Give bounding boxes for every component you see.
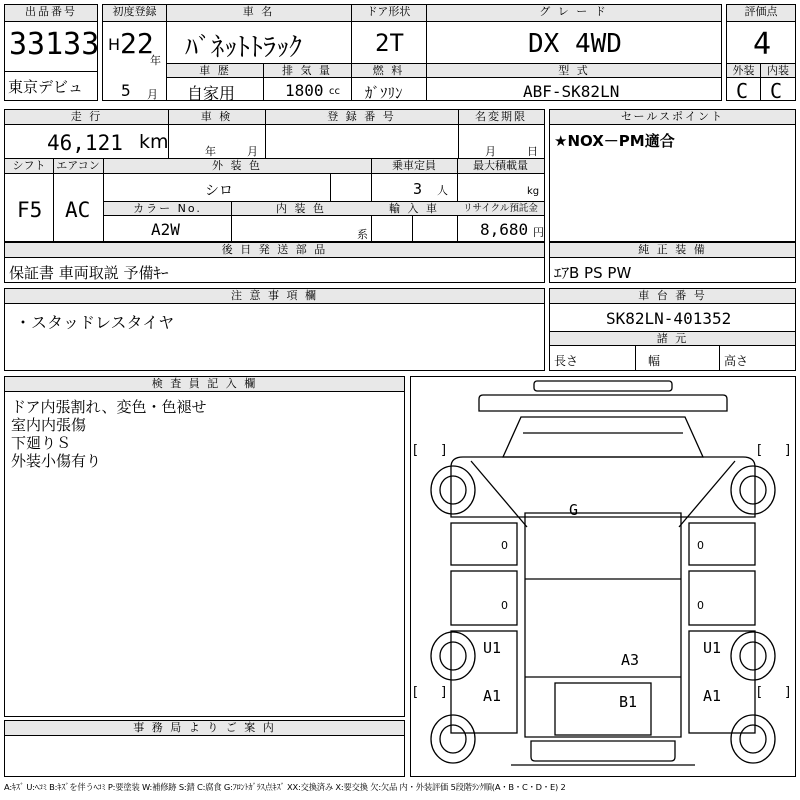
int-score: C: [770, 79, 783, 103]
fuel: ｶﾞｿﾘﾝ: [365, 84, 403, 102]
recycle-label: リサイクル預託金: [457, 202, 544, 216]
equipment: ｴｱB PS PW: [554, 264, 632, 282]
chassis-box: [549, 288, 796, 371]
int-label: 内装: [761, 64, 795, 78]
equipment-box: [549, 242, 796, 283]
inspector-box: [4, 376, 405, 717]
office-label: 事 務 局 よ り ご 案 内: [5, 721, 404, 736]
grade-label: グ レ ー ド: [426, 5, 721, 22]
later-parts-label: 後 日 発 送 部 品: [5, 243, 544, 258]
fuel-label: 燃 料: [351, 64, 426, 78]
score-label: 評価点: [727, 5, 795, 22]
door-type: 2T: [375, 29, 404, 57]
bracket-fr-close: ]: [785, 443, 791, 458]
mark-b1: B1: [619, 693, 638, 711]
displacement-unit: cc: [329, 86, 340, 97]
transfer-label: 名変期限: [458, 110, 544, 125]
height-label: 高さ: [724, 354, 749, 368]
name-label: 車 名: [166, 5, 351, 22]
exterior-label: 外 装 色: [103, 159, 371, 174]
zero-2: 0: [697, 539, 704, 552]
width-label: 幅: [648, 354, 661, 368]
lot-box: [4, 4, 98, 101]
chassis-label: 車 台 番 号: [550, 289, 795, 304]
first-reg-label: 初度登録: [103, 5, 166, 22]
insp-year-unit: 年: [205, 145, 216, 158]
lot-label: 出品番号: [5, 5, 97, 22]
grade: DX 4WD: [528, 29, 622, 59]
transfer-month-unit: 月: [485, 145, 496, 158]
score: 4: [753, 27, 772, 62]
vehicle-name: ﾊﾞﾈｯﾄﾄﾗｯｸ: [185, 33, 303, 63]
bracket-rl-open: [: [413, 685, 419, 700]
import-label: 輸 入 車: [371, 202, 457, 216]
later-parts-box: [4, 242, 545, 283]
reg-year: 22: [120, 27, 154, 60]
zero-1: 0: [501, 539, 508, 552]
recycle-unit: 円: [533, 226, 544, 239]
lot-number: 33133: [9, 27, 100, 62]
bracket-rr-close: ]: [785, 685, 791, 700]
bracket-fr-open: [: [757, 443, 763, 458]
mark-a1-left: A1: [483, 687, 502, 705]
color-no-label: カラー No.: [104, 202, 231, 216]
mileage-label: 走 行: [5, 110, 168, 125]
era: H: [108, 35, 121, 54]
inspection-label: 車 検: [168, 110, 265, 125]
inspector-line-1: ドア内張割れ、変色・色褪せ: [11, 398, 207, 416]
mark-a1-right: A1: [703, 687, 722, 705]
month-unit: 月: [147, 88, 158, 101]
mileage-unit: km: [139, 131, 169, 153]
shift-label: シフト: [5, 159, 53, 174]
score-box: [726, 4, 796, 101]
inspector-line-3: 下廻りＳ: [11, 434, 72, 452]
displacement: 1800: [285, 81, 324, 100]
load-label: 最大積載量: [457, 159, 544, 174]
vehicle-info-box: [102, 4, 722, 101]
damage-diagram: [410, 376, 796, 777]
debut-label: 東京デビュ: [8, 78, 84, 96]
door-label: ドア形状: [351, 5, 426, 22]
equipment-label: 純 正 装 備: [550, 243, 795, 258]
transfer-day-unit: 日: [527, 145, 538, 158]
exterior-color: シロ: [205, 183, 233, 199]
capacity-label: 乗車定員: [371, 159, 457, 174]
history-label: 車 歴: [167, 64, 263, 78]
mark-u1-left: U1: [483, 639, 502, 657]
mark-u1-right: U1: [703, 639, 722, 657]
dims-label: 諸 元: [550, 332, 795, 346]
bracket-rr-open: [: [757, 685, 763, 700]
notes-label: 注 意 事 項 欄: [5, 289, 544, 304]
bracket-rl-close: ]: [441, 685, 447, 700]
zero-4: 0: [697, 599, 704, 612]
ext-label: 外装: [727, 64, 760, 78]
shift: F5: [17, 198, 43, 222]
bracket-fl-open: [: [413, 443, 419, 458]
capacity: 3: [413, 180, 423, 198]
recycle-fee: 8,680: [480, 220, 529, 239]
mark-g: G: [569, 501, 579, 519]
model-label: 型 式: [427, 64, 721, 78]
legend: A:ｷｽﾞ U:ﾍｺﾐ B:ｷｽﾞを伴うﾍｺﾐ P:要塗装 W:補修跡 S:錆 C:腐食 G:ﾌﾛﾝﾄｶﾞﾗｽ点ｷｽﾞ XX:交換済み X:要交換 欠:欠品 内・外装評価 5段階ﾗﾝｸ順(A・B・C・D・E) 2: [4, 782, 566, 792]
sales-label: セールスポイント: [550, 110, 795, 125]
history: 自家用: [187, 84, 236, 103]
load-unit: kg: [527, 186, 540, 197]
ac-label: エアコン: [53, 159, 103, 174]
inspector-line-4: 外装小傷有り: [11, 452, 102, 470]
ac: AC: [65, 198, 91, 222]
sales-point-box: [549, 109, 796, 242]
interior-label: 内 装 色: [231, 202, 371, 216]
inspector-line-2: 室内内張傷: [11, 416, 87, 434]
capacity-unit: 人: [437, 184, 448, 197]
sales-point: ★NOX－PM適合: [554, 132, 675, 150]
year-unit: 年: [150, 54, 161, 67]
color-no: A2W: [151, 220, 180, 239]
bracket-fl-close: ]: [441, 443, 447, 458]
ext-score: C: [736, 79, 749, 103]
insp-month-unit: 月: [247, 145, 258, 158]
displacement-label: 排 気 量: [263, 64, 351, 78]
zero-3: 0: [501, 599, 508, 612]
mark-a3: A3: [621, 651, 640, 669]
interior-unit: 系: [357, 228, 368, 241]
reg-number-label: 登 録 番 号: [265, 110, 458, 125]
chassis-number: SK82LN-401352: [606, 309, 732, 328]
inspector-label: 検 査 員 記 入 欄: [5, 377, 404, 392]
later-parts: 保証書 車両取説 予備ｷｰ: [9, 264, 169, 282]
reg-month: 5: [121, 81, 131, 100]
detail-box: [4, 109, 545, 242]
notes-box: [4, 288, 545, 371]
notes: ・スタッドレスタイヤ: [15, 313, 175, 332]
vehicle-outline: [411, 377, 795, 776]
office-box: [4, 720, 405, 777]
length-label: 長さ: [554, 354, 579, 368]
mileage: 46,121: [47, 131, 123, 155]
model: ABF-SK82LN: [523, 82, 620, 101]
